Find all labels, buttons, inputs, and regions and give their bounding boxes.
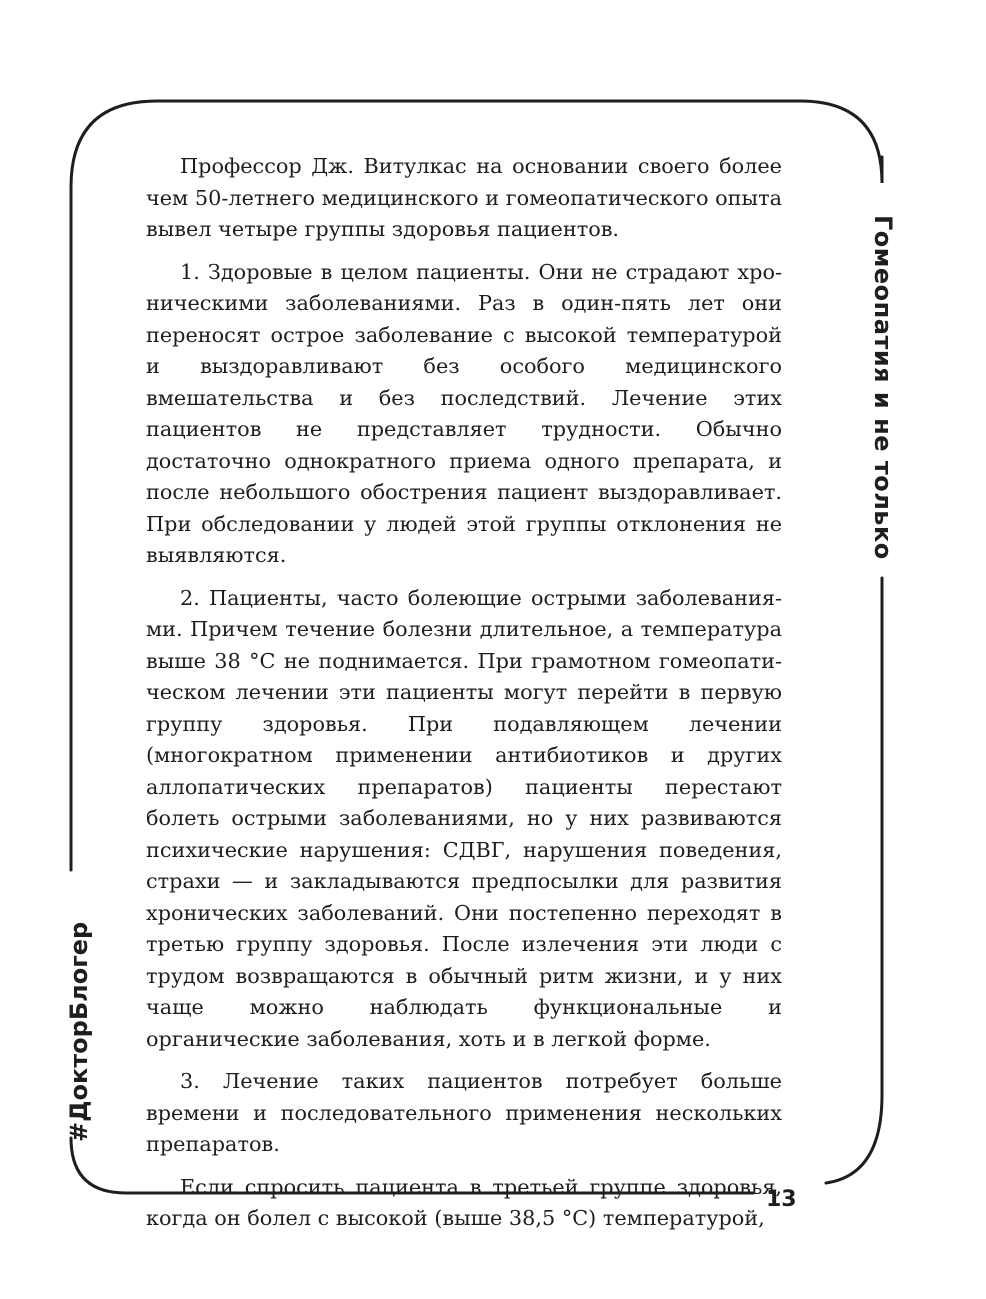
page-number: 13 <box>766 1187 797 1212</box>
frame-right-line <box>826 578 882 1183</box>
paragraph-group-2: 2. Пациенты, часто болеющие острыми заболеваниями. Причем течение болезни длительное, а температура выше 38 °С не поднимается. При грамотном гомеопатическом лечении эти пациенты могут перейти в первую группу здоровья. При подавляющем лечении (многократном применении антибиотиков и других аллопатических препаратов) пациенты перестают болеть острыми заболеваниями, но у них развиваются психические нарушения: СДВГ, нарушения поведения, страхи — и закладываются предпосылки для развития хронических заболеваний. Они постепенно переходят в третью группу здоровья. После излечения эти люди с трудом возвращаются в обычный ритм жизни, и у них чаще можно наблюдать функциональные и органические заболевания, хоть и в легкой форме. <box>146 585 782 1051</box>
running-title-series: #ДокторБлогер <box>65 921 93 1142</box>
body-text <box>146 151 782 1246</box>
running-title-book: Гомеопатия и не только <box>869 215 897 560</box>
paragraph-group-1: 1. Здоровые в целом пациенты. Они не страдают хроническими заболеваниями. Раз в один-пять лет они переносят острое заболевание с высокой температурой и выздоравливают без особого медицинского вмешательства и без последствий. Лечение этих пациентов не представляет трудности. Обычно достаточно однократного приема одного препарата, и после небольшого обострения пациент выздоравливает. При обследовании у людей этой группы отклонения не выявляются. <box>146 259 782 567</box>
paragraph-intro: Профессор Дж. Витулкас на основании своего более чем 50-летнего медицинского и гомеопатического опыта вывел четыре группы здоровья пациентов. <box>146 154 782 241</box>
paragraph-continuation: Если спросить пациента в третьей группе здоровья, когда он болел с высокой (выше 38,5 °С) температурой, <box>146 1174 782 1230</box>
paragraph-group-3: 3. Лечение таких пациентов потребует больше времени и последовательного применения нескольких препаратов. <box>146 1069 782 1156</box>
